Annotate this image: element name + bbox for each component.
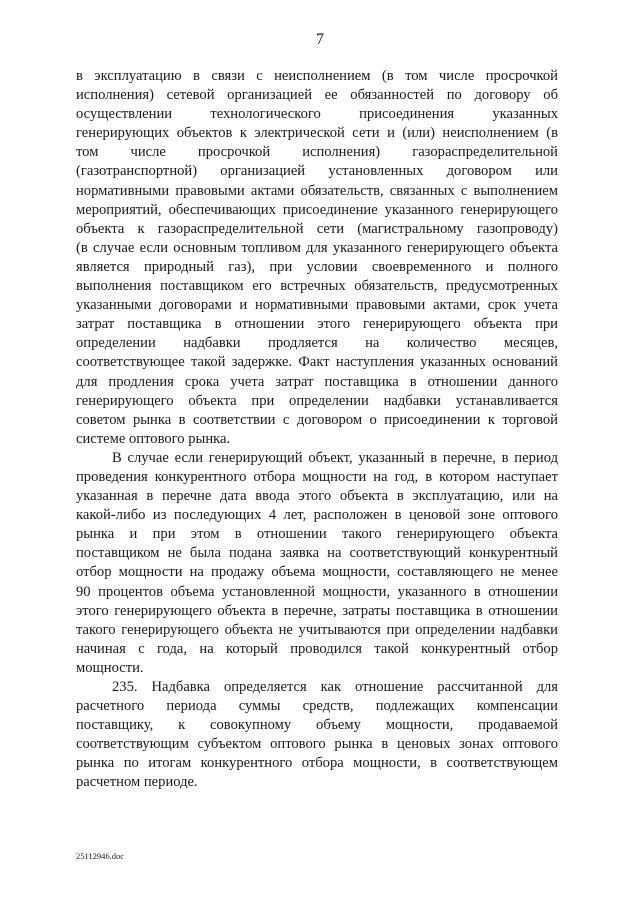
text-line: затрат поставщика в отношении этого генерирующего объекта при <box>76 316 558 333</box>
text-line: объекта к газораспределительной сети (магистральному газопроводу) <box>76 220 558 237</box>
paragraph-3 <box>76 678 558 793</box>
text-line: рынка по итогам конкурентного отбора мощности, в соответствующем <box>76 755 558 772</box>
text-line: рынка и при этом в отношении такого генерирующего объекта <box>76 526 558 543</box>
text-line: какой-либо из последующих 4 лет, расположен в ценовой зоне оптового <box>76 507 558 524</box>
text-line: такого генерирующего объекта не учитываются при определении надбавки <box>76 621 558 638</box>
text-line: этого генерирующего объекта в перечне, затраты поставщика в отношении <box>76 602 558 619</box>
text-line: определении надбавки продляется на количество месяцев, <box>76 335 558 352</box>
text-line: мероприятий, обеспечивающих присоединение указанного генерирующего <box>76 201 558 218</box>
text-line: отбор мощности на продажу объема мощности, составляющего не менее <box>76 564 558 581</box>
text-line: мощности. <box>76 659 144 676</box>
text-line: в эксплуатацию в связи с неисполнением (в том числе просрочкой <box>76 68 558 84</box>
paragraph-1 <box>76 67 558 449</box>
text-line: нормативными правовыми актами обязательств, связанных с выполнением <box>76 182 558 199</box>
text-line: выполнения поставщиком его встречных обязательств, предусмотренных <box>76 278 558 295</box>
text-line: расчетного периода суммы средств, подлежащих компенсации <box>76 698 558 715</box>
text-line: том числе просрочкой исполнения) газораспределительной <box>76 144 558 161</box>
text-line: В случае если генерирующий объект, указанный в перечне, в период <box>112 449 558 466</box>
text-line: 90 процентов объема установленной мощности, указанного в отношении <box>76 583 558 600</box>
text-line: исполнения) сетевой организацией ее обязанностей по договору об <box>76 87 558 104</box>
text-line: указанная в перечне дата ввода этого объекта в эксплуатацию, или на <box>76 488 558 505</box>
text-line: (газотранспортной) организацией установленных договором или <box>76 163 558 180</box>
text-line: генерирующего объекта при определении надбавки устанавливается <box>76 392 558 409</box>
document-body <box>76 67 558 793</box>
text-line: советом рынка в соответствии с договором о присоединении к торговой <box>76 411 558 428</box>
text-line: осуществлении технологического присоединения указанных <box>76 106 558 123</box>
paragraph-2 <box>76 449 558 678</box>
text-line: для продления срока учета затрат поставщика в отношении данного <box>76 373 558 390</box>
text-line: системе оптового рынка. <box>76 430 231 447</box>
footer-filename: 25112946.doc <box>76 851 125 861</box>
text-line: указанными договорами и нормативными правовыми актами, срок учета <box>76 297 558 314</box>
text-line: соответствующее такой задержке. Факт наступления указанных оснований <box>76 354 558 371</box>
text-line: является природный газ), при условии своевременного и полного <box>76 258 558 275</box>
page-number: 7 <box>316 31 324 48</box>
text-line: поставщиком не была подана заявка на соответствующий конкурентный <box>76 545 558 562</box>
text-line: расчетном периоде. <box>76 774 198 791</box>
text-line: соответствующим субъектом оптового рынка в ценовых зонах оптового <box>76 736 558 753</box>
text-line: начиная с года, на который проводился такой конкурентный отбор <box>76 640 558 657</box>
text-line: проведения конкурентного отбора мощности на год, в котором наступает <box>76 468 558 485</box>
text-line: (в случае если основным топливом для указанного генерирующего объекта <box>76 239 558 256</box>
text-line: поставщику, к совокупному объему мощности, продаваемой <box>76 717 558 734</box>
text-line: 235. Надбавка определяется как отношение рассчитанной для <box>112 679 558 695</box>
text-line: генерирующих объектов к электрической сети и (или) неисполнением (в <box>76 125 558 142</box>
